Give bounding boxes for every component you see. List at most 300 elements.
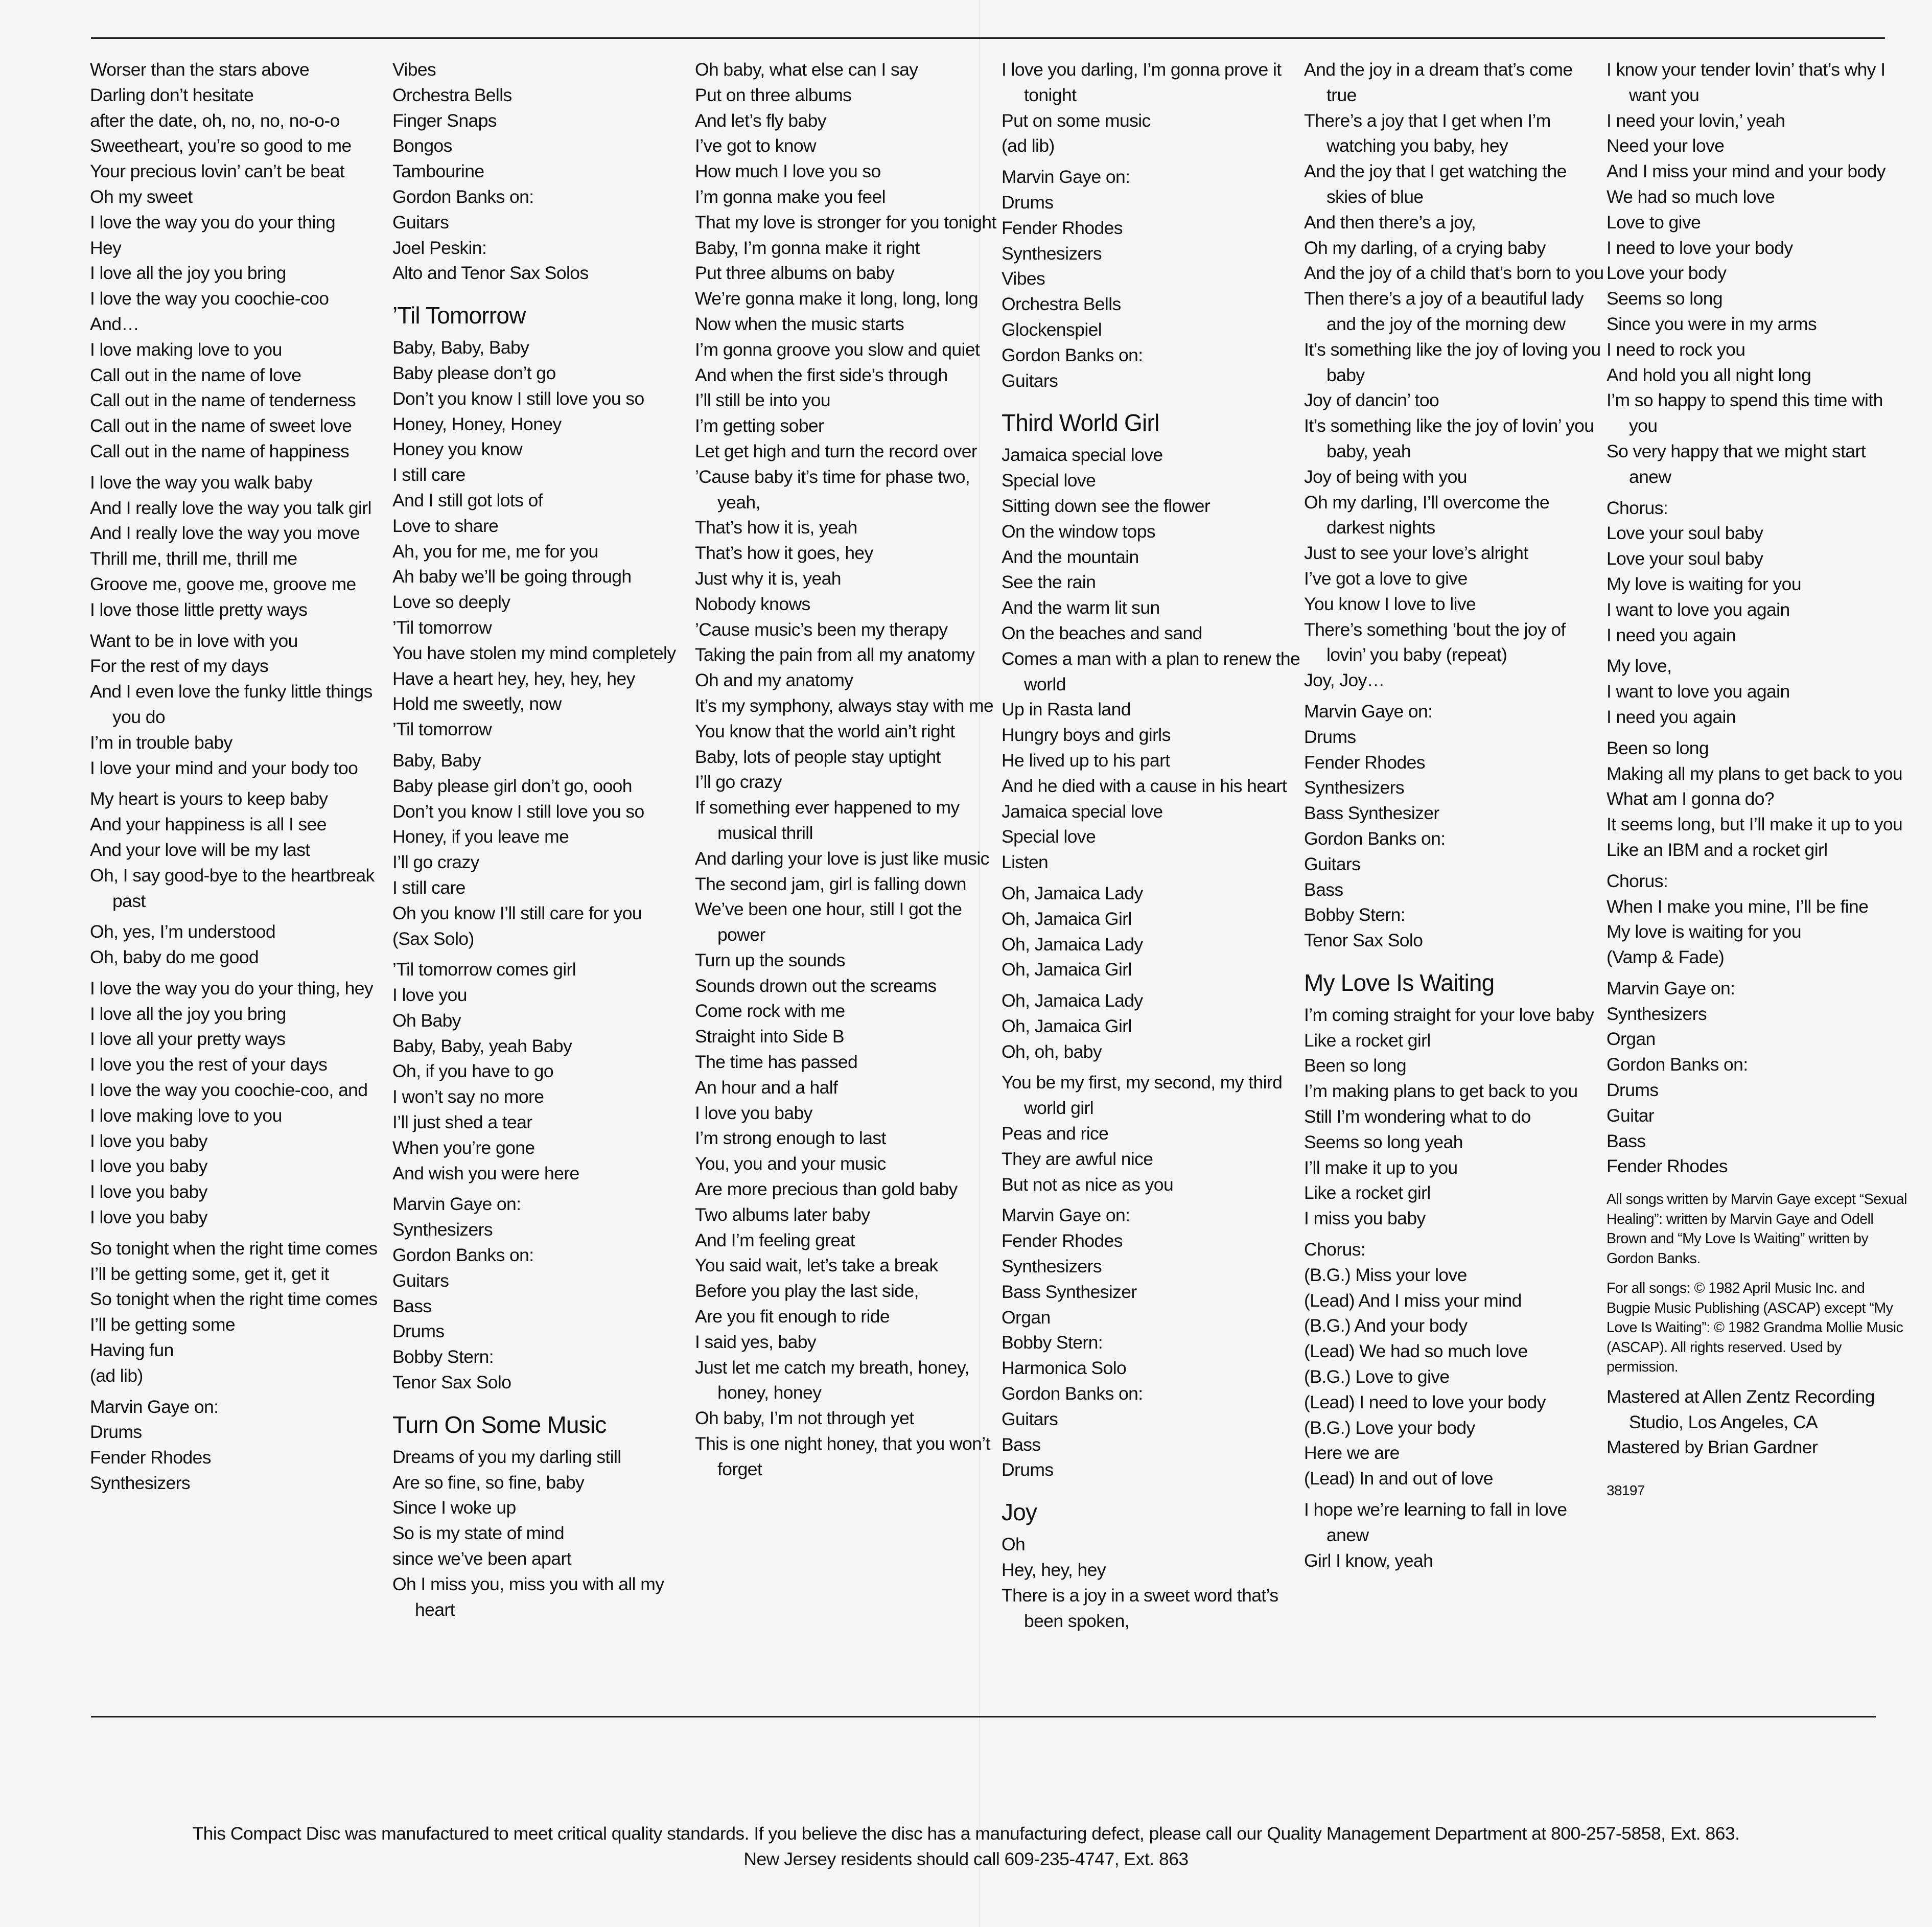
lyric-line: You have stolen my mind completely bbox=[392, 642, 676, 663]
lyric-line: Marvin Gaye on: bbox=[392, 1194, 521, 1215]
lyric-line: The second jam, girl is falling down bbox=[695, 873, 966, 894]
stanza bbox=[90, 919, 392, 970]
stanza bbox=[90, 1395, 392, 1496]
lyric-line: Tenor Sax Solo bbox=[1304, 930, 1423, 951]
stanza bbox=[1607, 976, 1909, 1179]
lyric-line: Gordon Banks on: bbox=[392, 1245, 534, 1266]
lyric-line: I still care bbox=[392, 877, 465, 898]
lyric-line: Honey you know bbox=[392, 439, 523, 460]
lyric-line: Fender Rhodes bbox=[1304, 752, 1425, 773]
lyric-line: Oh, Jamaica Girl bbox=[1002, 959, 1132, 980]
lyric-line: Jamaica special love bbox=[1002, 801, 1163, 822]
lyric-line: Organ bbox=[1607, 1029, 1656, 1050]
lyric-line: Call out in the name of love bbox=[90, 364, 301, 385]
lyric-line: Guitars bbox=[1304, 853, 1361, 874]
lyric-line: Joy of dancin’ too bbox=[1304, 390, 1439, 411]
lyric-line: Up in Rasta land bbox=[1002, 699, 1131, 720]
stanza bbox=[1304, 1237, 1607, 1492]
lyric-line: Chorus: bbox=[1607, 497, 1668, 518]
lyric-line: I love those little pretty ways bbox=[90, 599, 308, 620]
stanza bbox=[1002, 881, 1304, 983]
lyric-line: I hope we’re learning to fall in love anew bbox=[1304, 1499, 1567, 1545]
stanza bbox=[392, 57, 695, 286]
lyric-line: Oh you know I’ll still care for you bbox=[392, 902, 642, 923]
lyric-line: I’m making plans to get back to you bbox=[1304, 1081, 1578, 1102]
lyric-line: They are awful nice bbox=[1002, 1148, 1153, 1169]
lyric-line: Seems so long bbox=[1607, 288, 1723, 309]
lyric-line: Guitars bbox=[392, 212, 449, 233]
stanza bbox=[1304, 1497, 1607, 1573]
lyric-line: And then there’s a joy, bbox=[1304, 212, 1476, 233]
lyric-line: Marvin Gaye on: bbox=[1304, 701, 1433, 722]
lyric-line: And hold you all night long bbox=[1607, 364, 1811, 385]
lyric-line: Oh, Jamaica Lady bbox=[1002, 990, 1143, 1011]
lyric-line: It seems long, but I’ll make it up to you bbox=[1607, 814, 1903, 835]
lyric-line: Now when the music starts bbox=[695, 313, 904, 334]
lyric-line: Guitar bbox=[1607, 1105, 1655, 1126]
bottom-rule bbox=[91, 1716, 1876, 1717]
lyric-line: Baby please girl don’t go, oooh bbox=[392, 775, 632, 796]
lyric-line: I won’t say no more bbox=[392, 1086, 544, 1107]
lyric-line: (Vamp & Fade) bbox=[1607, 947, 1725, 968]
lyric-line: Bongos bbox=[392, 135, 452, 156]
lyrics-column-3 bbox=[695, 57, 1002, 1700]
lyric-line: I’m gonna make you feel bbox=[695, 186, 886, 207]
stanza bbox=[1002, 988, 1304, 1064]
lyric-line: And your happiness is all I see bbox=[90, 814, 327, 835]
lyric-line: (Sax Solo) bbox=[392, 928, 474, 949]
lyric-line: I’ll go crazy bbox=[392, 852, 479, 873]
stanza bbox=[392, 957, 695, 1186]
lyric-line: Oh, baby do me good bbox=[90, 947, 259, 968]
lyric-line: On the window tops bbox=[1002, 521, 1155, 542]
lyric-line: Are you fit enough to ride bbox=[695, 1306, 890, 1327]
lyric-line: I love the way you coochie-coo bbox=[90, 288, 329, 309]
lyric-line: I love making love to you bbox=[90, 339, 282, 360]
lyric-line: Synthesizers bbox=[392, 1219, 493, 1240]
lyric-line: I need your lovin,’ yeah bbox=[1607, 110, 1785, 131]
lyrics-column-5 bbox=[1304, 57, 1607, 1700]
lyric-line: My love is waiting for you bbox=[1607, 921, 1801, 942]
lyric-line: We’ve been one hour, still I got the power bbox=[695, 899, 962, 945]
lyric-line: Been so long bbox=[1304, 1055, 1407, 1076]
lyric-line: Joy of being with you bbox=[1304, 466, 1467, 487]
lyric-line: Synthesizers bbox=[1304, 777, 1405, 798]
lyric-line: Oh baby, what else can I say bbox=[695, 59, 918, 80]
lyric-line: Here we are bbox=[1304, 1443, 1400, 1464]
lyric-line: I’m in trouble baby bbox=[90, 732, 232, 753]
quality-notice bbox=[0, 1821, 1932, 1872]
quality-notice-line-1: This Compact Disc was manufactured to meet critical quality standards. If you believe the disc has a manufacturing defect, please call our Quality Management Department at 800-257-5858, Ext. 863. bbox=[192, 1823, 1740, 1844]
lyric-line: Harmonica Solo bbox=[1002, 1358, 1127, 1379]
lyric-line: Fender Rhodes bbox=[1002, 217, 1123, 238]
lyric-line: Oh my sweet bbox=[90, 186, 193, 207]
lyric-line: So tonight when the right time comes bbox=[90, 1289, 378, 1310]
lyric-line: ’Cause music’s been my therapy bbox=[695, 619, 948, 640]
lyric-line: That’s how it is, yeah bbox=[695, 517, 857, 538]
lyric-line: Let get high and turn the record over bbox=[695, 440, 977, 461]
lyric-line: I’ll just shed a tear bbox=[392, 1112, 532, 1133]
lyric-line: (ad lib) bbox=[90, 1365, 143, 1386]
lyric-line: Put on three albums bbox=[695, 84, 852, 105]
lyric-line: (B.G.) Miss your love bbox=[1304, 1264, 1467, 1285]
lyric-line: Girl I know, yeah bbox=[1304, 1550, 1433, 1571]
lyric-line: Ah baby we’ll be going through bbox=[392, 566, 632, 587]
stanza bbox=[1607, 736, 1909, 863]
lyric-line: Bass bbox=[1002, 1434, 1041, 1455]
lyric-line: There’s a joy that I get when I’m watching you baby, hey bbox=[1304, 110, 1551, 156]
lyric-line: My heart is yours to keep baby bbox=[90, 788, 328, 809]
lyric-line: You know I love to live bbox=[1304, 593, 1476, 614]
lyric-line: Drums bbox=[1002, 192, 1054, 213]
lyric-line: Making all my plans to get back to you bbox=[1607, 763, 1903, 784]
lyric-line: I love you the rest of your days bbox=[90, 1054, 328, 1075]
lyric-line: I need to love your body bbox=[1607, 237, 1793, 258]
lyric-line: I love all the joy you bring bbox=[90, 1003, 286, 1024]
lyric-line: Oh my darling, I’ll overcome the darkest nights bbox=[1304, 492, 1549, 538]
lyric-line: For the rest of my days bbox=[90, 656, 269, 677]
lyric-line: You said wait, let’s take a break bbox=[695, 1255, 938, 1276]
stanza bbox=[392, 335, 695, 742]
lyric-line: Alto and Tenor Sax Solos bbox=[392, 263, 589, 284]
lyric-line: Thrill me, thrill me, thrill me bbox=[90, 548, 297, 569]
lyric-line: Your precious lovin’ can’t be beat bbox=[90, 161, 344, 182]
lyric-line: That’s how it goes, hey bbox=[695, 543, 873, 564]
lyric-line: There’s something ’bout the joy of lovin’ you baby (repeat) bbox=[1304, 619, 1566, 665]
stanza bbox=[1304, 1003, 1607, 1232]
lyric-line: (Lead) I need to love your body bbox=[1304, 1391, 1546, 1412]
lyric-line: Before you play the last side, bbox=[695, 1281, 919, 1302]
lyric-line: I’m strong enough to last bbox=[695, 1128, 886, 1149]
lyric-line: I love making love to you bbox=[90, 1105, 282, 1126]
stanza bbox=[1002, 1203, 1304, 1483]
lyric-line: Baby, Baby, yeah Baby bbox=[392, 1035, 572, 1056]
lyric-line: Oh and my anatomy bbox=[695, 670, 853, 691]
lyric-line: I love you darling, I’m gonna prove it tonight bbox=[1002, 59, 1282, 105]
lyric-line: We had so much love bbox=[1607, 186, 1775, 207]
lyric-line: since we’ve been apart bbox=[392, 1548, 571, 1569]
lyric-line: Darling don’t hesitate bbox=[90, 84, 254, 105]
lyric-line: after the date, oh, no, no, no-o-o bbox=[90, 110, 340, 131]
stanza bbox=[392, 1192, 695, 1395]
lyric-line: Worser than the stars above bbox=[90, 59, 310, 80]
lyric-line: Oh Baby bbox=[392, 1010, 461, 1031]
lyric-line: Hold me sweetly, now bbox=[392, 693, 562, 714]
quality-notice-line-2: New Jersey residents should call 609-235-4747, Ext. 863 bbox=[743, 1849, 1189, 1869]
lyric-line: Baby please don’t go bbox=[392, 362, 556, 383]
lyric-line: Love so deeply bbox=[392, 592, 510, 613]
lyric-line: I love the way you do your thing, hey bbox=[90, 978, 374, 999]
lyric-line: And I really love the way you move bbox=[90, 523, 360, 544]
lyric-line: Seems so long yeah bbox=[1304, 1131, 1463, 1152]
lyric-line: Honey, Honey, Honey bbox=[392, 413, 562, 434]
lyric-line: I love you baby bbox=[695, 1102, 812, 1123]
stanza bbox=[90, 1236, 392, 1389]
lyric-line: I’ll still be into you bbox=[695, 390, 831, 411]
lyric-line: I love you baby bbox=[90, 1130, 207, 1151]
lyric-line: I’ll be getting some bbox=[90, 1314, 235, 1335]
lyric-line: Have a heart hey, hey, hey, hey bbox=[392, 668, 635, 689]
lyric-line: Call out in the name of tenderness bbox=[90, 390, 356, 411]
lyric-line: Bobby Stern: bbox=[1002, 1332, 1103, 1353]
lyric-line: We’re gonna make it long, long, long bbox=[695, 288, 978, 309]
lyric-line: So is my state of mind bbox=[392, 1523, 565, 1544]
lyric-line: I miss you baby bbox=[1304, 1208, 1426, 1229]
lyric-line: He lived up to his part bbox=[1002, 750, 1170, 771]
lyric-line: I love you bbox=[392, 985, 467, 1006]
lyric-line: Oh, yes, I’m understood bbox=[90, 921, 276, 942]
lyric-line: How much I love you so bbox=[695, 161, 881, 182]
lyric-line: I love the way you walk baby bbox=[90, 472, 313, 493]
lyric-line: (B.G.) And your body bbox=[1304, 1315, 1468, 1336]
lyric-line: The time has passed bbox=[695, 1052, 858, 1073]
lyric-line: An hour and a half bbox=[695, 1077, 838, 1098]
lyric-line: Call out in the name of sweet love bbox=[90, 415, 352, 436]
lyric-line: And I miss your mind and your body bbox=[1607, 161, 1886, 182]
lyric-line: Synthesizers bbox=[1607, 1003, 1707, 1024]
lyric-line: Marvin Gaye on: bbox=[90, 1396, 219, 1417]
lyric-line: Are more precious than gold baby bbox=[695, 1179, 958, 1200]
lyric-line: Guitars bbox=[1002, 370, 1058, 391]
lyric-line: Tenor Sax Solo bbox=[392, 1372, 511, 1393]
lyric-line: Orchestra Bells bbox=[1002, 294, 1121, 315]
lyric-line: Synthesizers bbox=[90, 1473, 191, 1494]
lyric-line: Hungry boys and girls bbox=[1002, 725, 1171, 746]
lyric-line: I’ve got to know bbox=[695, 135, 817, 156]
lyric-line: I need you again bbox=[1607, 624, 1736, 645]
song-title: Third World Girl bbox=[1002, 409, 1159, 436]
lyric-line: Fender Rhodes bbox=[1607, 1156, 1728, 1177]
credits-note: All songs written by Marvin Gaye except “Sexual Healing”: written by Marvin Gaye and Odell Brown and “My Love Is Waiting” written by Gordon Banks. bbox=[1607, 1191, 1907, 1267]
lyric-line: Jamaica special love bbox=[1002, 445, 1163, 466]
lyric-line: Like a rocket girl bbox=[1304, 1030, 1431, 1051]
lyric-line: Just let me catch my breath, honey, honey, honey bbox=[695, 1357, 969, 1403]
lyric-line: I love all the joy you bring bbox=[90, 263, 286, 284]
lyric-line: Like a rocket girl bbox=[1304, 1182, 1431, 1203]
lyric-line: Taking the pain from all my anatomy bbox=[695, 644, 975, 665]
lyric-line: And the joy in a dream that’s come true bbox=[1304, 59, 1573, 105]
lyric-line: Two albums later baby bbox=[695, 1204, 870, 1225]
lyric-line: You, you and your music bbox=[695, 1153, 886, 1174]
lyric-line: Glockenspiel bbox=[1002, 319, 1102, 340]
lyric-line: (B.G.) Love your body bbox=[1304, 1417, 1475, 1438]
lyric-line: Bobby Stern: bbox=[392, 1346, 494, 1367]
lyric-line: Joy, Joy… bbox=[1304, 670, 1385, 691]
lyric-line: Straight into Side B bbox=[695, 1026, 844, 1047]
lyric-line: It’s something like the joy of lovin’ you baby, yeah bbox=[1304, 415, 1594, 461]
stanza bbox=[1304, 57, 1607, 693]
lyric-line: Bass bbox=[1607, 1130, 1646, 1151]
lyric-line: Marvin Gaye on: bbox=[1607, 978, 1735, 999]
lyric-line: My love is waiting for you bbox=[1607, 573, 1801, 594]
song-title: My Love Is Waiting bbox=[1304, 969, 1495, 996]
lyric-line: Gordon Banks on: bbox=[392, 186, 534, 207]
lyric-line: I’ll be getting some, get it, get it bbox=[90, 1263, 329, 1284]
lyric-line: Bass bbox=[1304, 879, 1343, 900]
lyric-line: I’m getting sober bbox=[695, 415, 824, 436]
stanza bbox=[1002, 165, 1304, 393]
lyric-line: Sounds drown out the screams bbox=[695, 975, 937, 996]
lyrics-column-1 bbox=[90, 57, 392, 1700]
lyric-line: Hey bbox=[90, 237, 122, 258]
lyric-line: And the joy of a child that’s born to you bbox=[1304, 263, 1604, 284]
lyric-line: Don’t you know I still love you so bbox=[392, 801, 644, 822]
lyric-line: And I’m feeling great bbox=[695, 1229, 855, 1250]
lyric-line: Don’t you know I still love you so bbox=[392, 388, 644, 409]
lyric-line: Oh, Jamaica Lady bbox=[1002, 883, 1143, 903]
lyric-line: Special love bbox=[1002, 470, 1096, 491]
lyric-line: So very happy that we might start anew bbox=[1607, 440, 1866, 487]
stanza bbox=[90, 976, 392, 1231]
lyric-line: I love you baby bbox=[90, 1181, 207, 1202]
lyric-line: And when the first side’s through bbox=[695, 364, 948, 385]
lyric-line: Vibes bbox=[1002, 268, 1045, 289]
lyric-line: Honey, if you leave me bbox=[392, 826, 569, 847]
lyric-line: My love, bbox=[1607, 656, 1672, 677]
lyric-line: Joel Peskin: bbox=[392, 237, 487, 258]
lyric-line: Synthesizers bbox=[1002, 1256, 1102, 1277]
lyric-line: Chorus: bbox=[1304, 1239, 1366, 1260]
lyric-line: (Lead) We had so much love bbox=[1304, 1341, 1528, 1362]
lyric-line: I’ve got a love to give bbox=[1304, 568, 1468, 589]
lyric-line: Put on some music bbox=[1002, 110, 1151, 131]
lyric-line: Drums bbox=[1607, 1080, 1659, 1101]
lyric-line: See the rain bbox=[1002, 572, 1096, 593]
lyric-line: Baby, Baby, Baby bbox=[392, 337, 529, 358]
lyric-line: I’ll make it up to you bbox=[1304, 1157, 1458, 1178]
stanza bbox=[1607, 1384, 1909, 1460]
lyric-line: Chorus: bbox=[1607, 870, 1668, 891]
lyric-line: Put three albums on baby bbox=[695, 263, 895, 284]
lyric-line: I’m gonna groove you slow and quiet bbox=[695, 339, 980, 360]
lyric-line: Gordon Banks on: bbox=[1002, 1383, 1143, 1404]
lyric-line: (ad lib) bbox=[1002, 135, 1055, 156]
lyric-line: Nobody knows bbox=[695, 593, 810, 614]
lyric-line: And he died with a cause in his heart bbox=[1002, 775, 1287, 796]
lyric-line: Oh, Jamaica Girl bbox=[1002, 1015, 1132, 1036]
lyric-line: And wish you were here bbox=[392, 1163, 579, 1183]
lyric-line: Bass bbox=[392, 1295, 432, 1316]
lyric-line: Marvin Gaye on: bbox=[1002, 1205, 1130, 1226]
lyric-line: I need to rock you bbox=[1607, 339, 1745, 360]
lyric-line: Oh, Jamaica Lady bbox=[1002, 934, 1143, 955]
lyric-line: Listen bbox=[1002, 852, 1049, 873]
lyric-line: When I make you mine, I’ll be fine bbox=[1607, 896, 1869, 917]
lyric-line: Just why it is, yeah bbox=[695, 568, 841, 589]
lyric-line: Come rock with me bbox=[695, 1001, 845, 1021]
lyric-line: Gordon Banks on: bbox=[1607, 1054, 1748, 1075]
lyric-line: Baby, I’m gonna make it right bbox=[695, 237, 920, 258]
lyric-line: Oh, Jamaica Girl bbox=[1002, 908, 1132, 929]
lyric-line: Love your soul baby bbox=[1607, 548, 1763, 569]
lyric-line: I love you baby bbox=[90, 1207, 207, 1228]
lyric-line: Bass Synthesizer bbox=[1002, 1281, 1137, 1302]
lyric-line: Love your soul baby bbox=[1607, 523, 1763, 544]
lyric-line: Mastered by Brian Gardner bbox=[1607, 1437, 1818, 1458]
lyric-line: I love the way you coochie-coo, and bbox=[90, 1080, 368, 1101]
lyric-line: You know that the world ain’t right bbox=[695, 721, 955, 741]
lyric-line: (B.G.) Love to give bbox=[1304, 1366, 1450, 1387]
lyric-line: Sweetheart, you’re so good to me bbox=[90, 135, 352, 156]
lyric-line: Bass Synthesizer bbox=[1304, 803, 1439, 824]
lyric-line: Dreams of you my darling still bbox=[392, 1446, 621, 1467]
lyric-line: Oh bbox=[1002, 1534, 1026, 1555]
lyric-line: Hey, hey, hey bbox=[1002, 1560, 1106, 1581]
lyric-line: And let’s fly baby bbox=[695, 110, 826, 131]
lyric-line: And I still got lots of bbox=[392, 490, 543, 510]
song-title: Turn On Some Music bbox=[392, 1411, 607, 1438]
lyric-line: Oh, I say good-bye to the heartbreak past bbox=[90, 865, 375, 911]
lyrics-column-4 bbox=[1002, 57, 1304, 1700]
lyric-line: I need you again bbox=[1607, 706, 1736, 727]
lyric-line: Oh baby, I’m not through yet bbox=[695, 1408, 914, 1429]
lyric-line: Synthesizers bbox=[1002, 243, 1102, 264]
lyric-line: And darling your love is just like music bbox=[695, 848, 989, 869]
lyric-line: Drums bbox=[90, 1422, 142, 1443]
stanza bbox=[90, 57, 392, 465]
lyric-line: I love all your pretty ways bbox=[90, 1029, 286, 1050]
lyric-line: I love the way you do your thing bbox=[90, 212, 336, 233]
lyric-line: Oh, if you have to go bbox=[392, 1061, 553, 1082]
lyric-line: I’m so happy to spend this time with you bbox=[1607, 390, 1883, 436]
lyric-line: Fender Rhodes bbox=[90, 1447, 211, 1468]
stanza bbox=[90, 629, 392, 781]
lyric-line: ’Til tomorrow comes girl bbox=[392, 959, 576, 980]
lyric-line: Since I woke up bbox=[392, 1497, 516, 1518]
lyric-line: You be my first, my second, my third world girl bbox=[1002, 1072, 1283, 1119]
lyric-line: Guitars bbox=[1002, 1408, 1058, 1429]
lyric-line: And the mountain bbox=[1002, 546, 1139, 567]
lyric-line: Are so fine, so fine, baby bbox=[392, 1472, 585, 1493]
stanza bbox=[90, 470, 392, 623]
lyric-line: So tonight when the right time comes bbox=[90, 1238, 378, 1259]
lyrics-column-2 bbox=[392, 57, 695, 1700]
stanza bbox=[1607, 496, 1909, 648]
lyric-line: Groove me, goove me, groove me bbox=[90, 573, 356, 594]
lyric-line: Special love bbox=[1002, 826, 1096, 847]
lyric-line: Drums bbox=[392, 1321, 445, 1342]
lyric-line: Turn up the sounds bbox=[695, 949, 845, 970]
stanza bbox=[392, 748, 695, 951]
stanza bbox=[392, 1445, 695, 1623]
stanza bbox=[1607, 869, 1909, 970]
stanza bbox=[695, 57, 1002, 1482]
lyric-line: Been so long bbox=[1607, 737, 1709, 758]
lyric-line: I know your tender lovin’ that’s why I want you bbox=[1607, 59, 1886, 105]
lyric-line: If something ever happened to my musical thrill bbox=[695, 797, 960, 843]
lyric-line: Organ bbox=[1002, 1307, 1051, 1328]
lyric-line: Guitars bbox=[392, 1270, 449, 1291]
lyric-line: I love your mind and your body too bbox=[90, 757, 358, 778]
lyric-line: Comes a man with a plan to renew the world bbox=[1002, 648, 1300, 694]
lyric-line: Love to give bbox=[1607, 212, 1701, 233]
stanza bbox=[1607, 57, 1909, 490]
lyric-line: Gordon Banks on: bbox=[1304, 828, 1446, 849]
lyric-line: Baby, lots of people stay uptight bbox=[695, 746, 941, 767]
song-title: ’Til Tomorrow bbox=[392, 302, 526, 329]
top-rule bbox=[91, 37, 1885, 39]
stanza bbox=[1002, 1070, 1304, 1197]
lyric-line: I love you baby bbox=[90, 1156, 207, 1177]
lyric-line: I want to love you again bbox=[1607, 681, 1790, 702]
stanza bbox=[1002, 443, 1304, 875]
lyric-line: I said yes, baby bbox=[695, 1331, 817, 1352]
stanza bbox=[1002, 57, 1304, 159]
lyric-line: Since you were in my arms bbox=[1607, 313, 1817, 334]
lyric-line: Sitting down see the flower bbox=[1002, 495, 1211, 516]
lyrics-column-6 bbox=[1607, 57, 1909, 1700]
lyric-line: Oh my darling, of a crying baby bbox=[1304, 237, 1546, 258]
